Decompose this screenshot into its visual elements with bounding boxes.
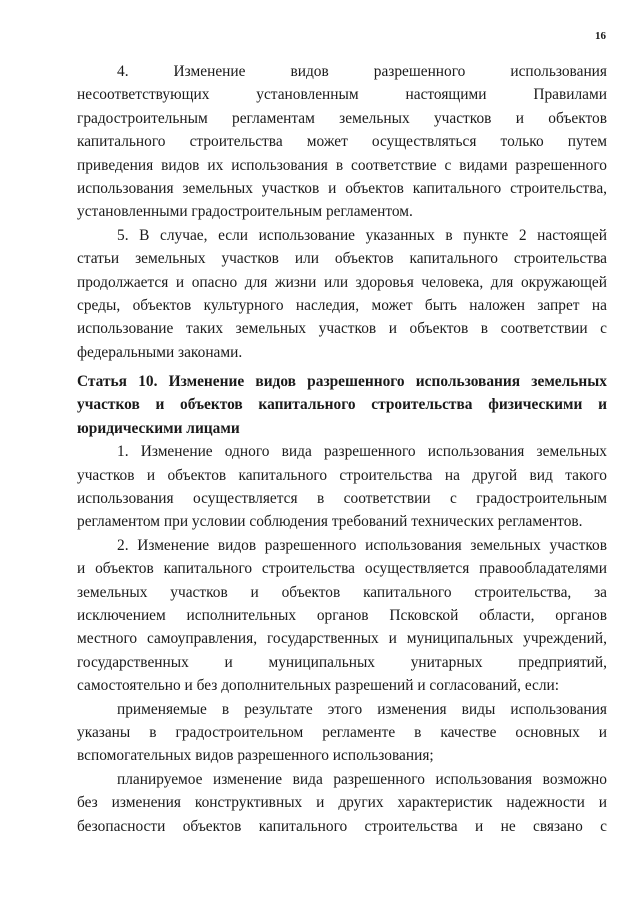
text-line: планируемое изменение вида разрешенного использования возможно: [117, 770, 607, 788]
text-line: самостоятельно и без дополнительных разрешений и согласований, если:: [77, 677, 560, 695]
text-line: статьи земельных участков или объектов капитального строительства: [77, 250, 607, 268]
text-line: государственных и муниципальных унитарных предприятий,: [77, 653, 607, 671]
text-line: вспомогательных видов разрешенного использования;: [77, 747, 434, 765]
text-line: использование таких земельных участков и объектов в соответствии с: [77, 320, 607, 338]
page-number: 16: [595, 30, 606, 42]
text-line: земельных участков и объектов капитального строительства, за: [77, 583, 607, 601]
paragraph-condition-1: [77, 698, 607, 768]
article-heading: [77, 370, 607, 440]
text-line: градостроительным регламентам земельных участков и объектов: [77, 109, 607, 127]
paragraph-article10-item-2: [77, 534, 607, 698]
text-line: регламентом при условии соблюдения требований технических регламентов.: [77, 513, 583, 531]
text-line: и объектов капитального строительства осуществляется правообладателями: [77, 560, 607, 578]
text-line: без изменения конструктивных и других характеристик надежности и: [77, 794, 607, 812]
paragraph-item-4: [77, 60, 607, 224]
text-line: федеральными законами.: [77, 343, 243, 361]
text-line: указаны в градостроительном регламенте в качестве основных и: [77, 723, 607, 741]
text-line: безопасности объектов капитального строительства и не связано с: [77, 817, 607, 835]
text-line: применяемые в результате этого изменения виды использования: [117, 700, 607, 718]
text-line: 2. Изменение видов разрешенного использования земельных участков: [117, 536, 607, 554]
heading-line: юридическими лицами: [77, 419, 240, 437]
text-line: 4. Изменение видов разрешенного использования: [117, 63, 607, 80]
text-line: капитального строительства может осуществляться только путем: [77, 133, 607, 151]
heading-line: участков и объектов капитального строительства физическими и: [77, 396, 607, 414]
text-line: несоответствующих установленным настоящими Правилами: [77, 86, 607, 104]
paragraph-article10-item-1: [77, 440, 607, 534]
text-line: использования осуществляется в соответствии с градостроительным: [77, 490, 607, 508]
text-line: 1. Изменение одного вида разрешенного использования земельных: [117, 443, 607, 461]
text-line: установленными градостроительным регламентом.: [77, 203, 413, 221]
text-line: местного самоуправления, государственных и муниципальных учреждений,: [77, 630, 607, 648]
text-line: использования земельных участков и объектов капитального строительства,: [77, 179, 607, 197]
text-line: продолжается и опасно для жизни или здоровья человека, для окружающей: [77, 273, 607, 291]
text-line: 5. В случае, если использование указанных в пункте 2 настоящей: [117, 226, 607, 244]
heading-line: Статья 10. Изменение видов разрешенного использования земельных: [77, 373, 607, 391]
document-body: [77, 60, 607, 838]
text-line: среды, объектов культурного наследия, может быть наложен запрет на: [77, 296, 607, 314]
text-line: приведения видов их использования в соответствие с видами разрешенного: [77, 156, 607, 174]
paragraph-condition-2: [77, 768, 607, 838]
paragraph-item-5: [77, 224, 607, 364]
text-line: исключением исполнительных органов Псковской области, органов: [77, 606, 607, 624]
text-line: участков и объектов капитального строительства на другой вид такого: [77, 466, 607, 484]
